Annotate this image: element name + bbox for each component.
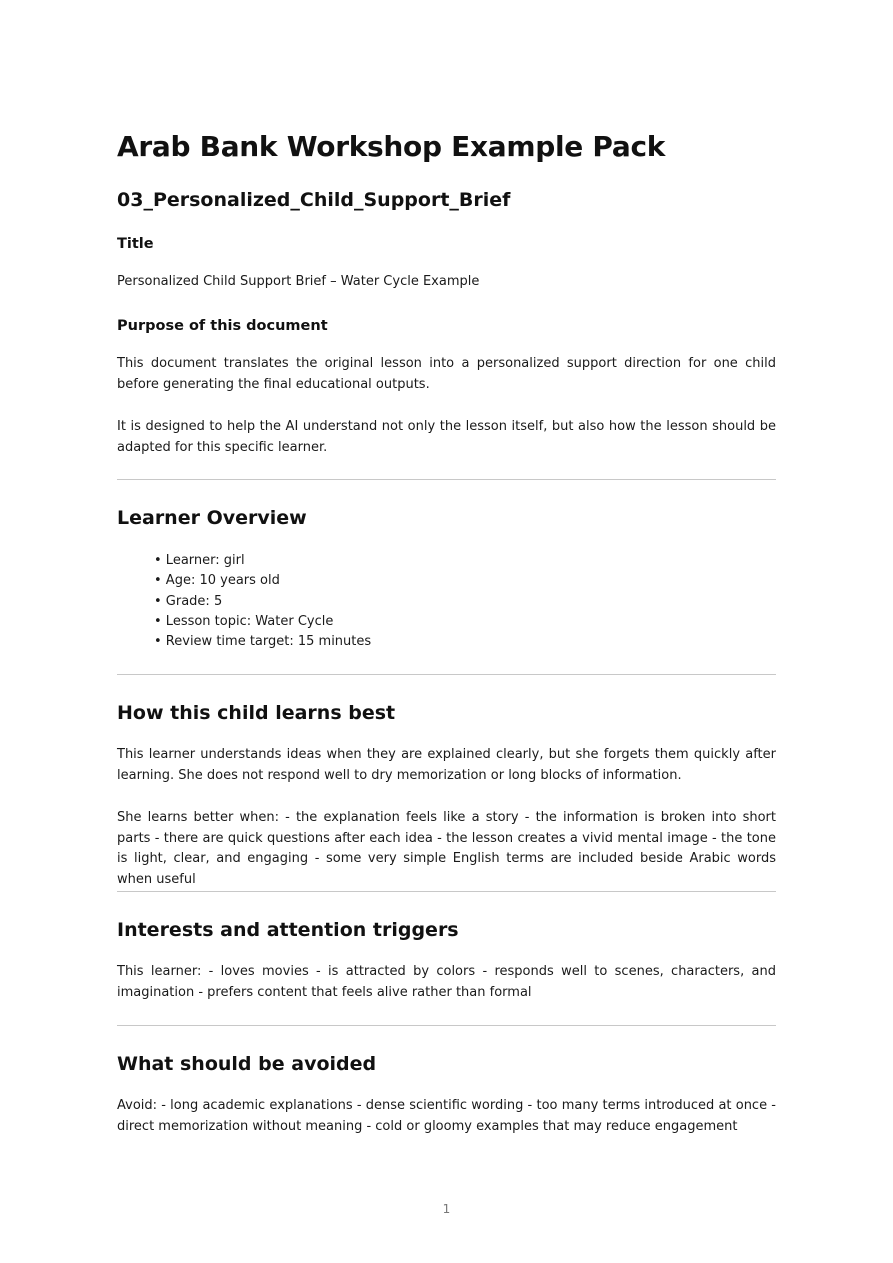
purpose-paragraph-2: It is designed to help the AI understand not only the lesson itself, but also how the lesson should be adapted for this specific learner. [117,419,776,455]
section-divider [117,479,776,480]
avoid-heading: What should be avoided [117,1053,377,1075]
avoid-paragraph: Avoid: - long academic explanations - dense scientific wording - too many terms introduced at once - direct memorization without meaning - cold or gloomy examples that may reduce engagement [117,1098,776,1134]
how-learns-paragraph-1: This learner understands ideas when they are explained clearly, but she forgets them quickly after learning. She does not respond well to dry memorization or long blocks of information. [117,747,776,783]
section-divider [117,891,776,892]
how-learns-paragraph-2: She learns better when: - the explanation feels like a story - the information is broken into short parts - there are quick questions after each idea - the lesson creates a vivid mental image - the tone is light, clear, and engaging - some very simple English terms are included beside Arabic words when useful [117,810,776,887]
interests-paragraph: This learner: - loves movies - is attracted by colors - responds well to scenes, characters, and imagination - prefers content that feels alive rather than formal [117,964,776,1000]
purpose-heading: Purpose of this document [117,318,328,334]
learner-overview-heading: Learner Overview [117,507,307,529]
title-value: Personalized Child Support Brief – Water Cycle Example [117,274,480,289]
list-item: • Age: 10 years old [154,573,280,589]
document-subtitle: 03_Personalized_Child_Support_Brief [117,189,511,211]
section-divider [117,1025,776,1026]
how-learns-heading: How this child learns best [117,702,396,724]
interests-heading: Interests and attention triggers [117,919,459,941]
list-item: • Learner: girl [154,553,245,568]
title-label: Title [117,236,154,252]
document-title: Arab Bank Workshop Example Pack [117,130,666,163]
purpose-paragraph-1: This document translates the original lesson into a personalized support direction for one child before generating the final educational outputs. [117,356,776,392]
list-item: • Lesson topic: Water Cycle [154,613,334,629]
list-item: • Grade: 5 [154,593,223,609]
section-divider [117,674,776,675]
list-item: • Review time target: 15 minutes [154,634,372,650]
page-number: 1 [442,1202,451,1216]
learner-overview-list [154,551,371,652]
